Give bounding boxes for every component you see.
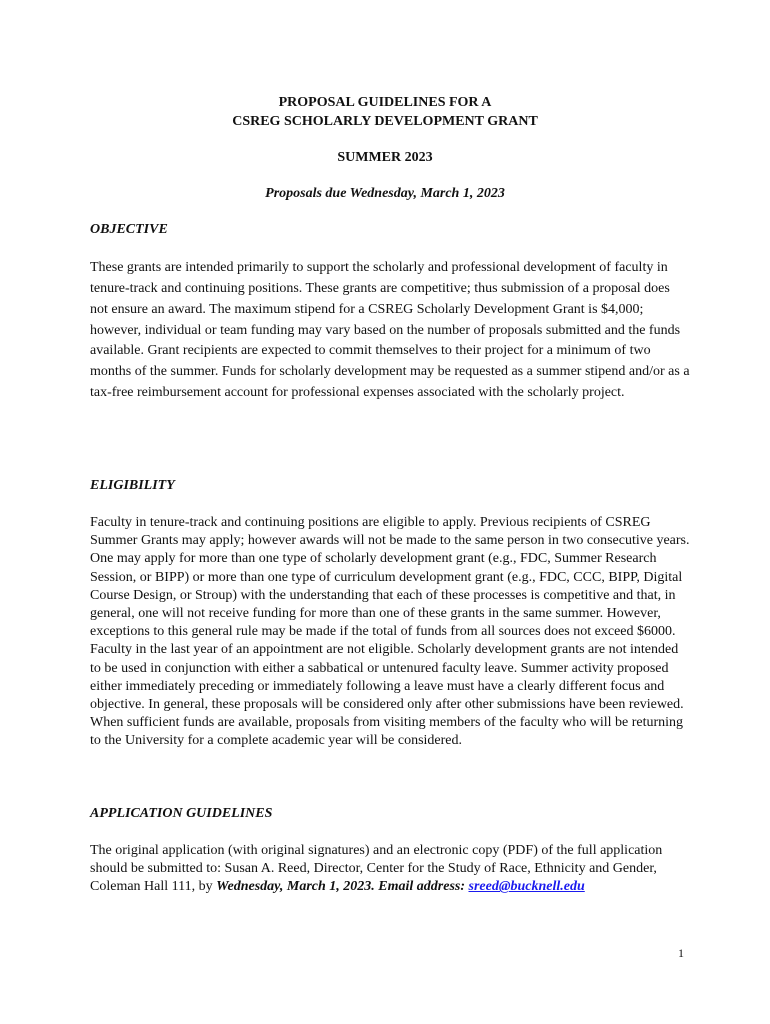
objective-paragraph: These grants are intended primarily to support the scholarly and professional development of faculty in tenure-track and continuing positions. These grants are competitive; thus submission of a proposal does not ensure an award. The maximum stipend for a CSREG Scholarly Development Grant is $4,000; however, individual or team funding may vary based on the number of proposals submitted and the funds available. Grant recipients are expected to commit themselves to their project for a minimum of two months of the summer. Funds for scholarly development may be requested as a summer stipend and/or as a tax-free reimbursement account for professional expenses associated with the scholarly project. [90,260,690,401]
eligibility-paragraph: Faculty in tenure-track and continuing positions are eligible to apply. Previous recipients of CSREG Summer Grants may apply; however awards will not be made to the same person in two consecutive years. One may apply for more than one type of scholarly development grant (e.g., FDC, Summer Research Session, or BIPP) or more than one type of curriculum development grant (e.g., FDC, CCC, BIPP, Digital Course Design, or Stroup) with the understanding that each of these processes is competitive and that, in general, one will not receive funding for more than one of these grants in the same summer. However, exceptions to this general rule may be made if the total of funds from all sources does not exceed $6000. Faculty in the last year of an appointment are not eligible. Scholarly development grants are not intended to be used in conjunction with either a sabbatical or untenured faculty leave. Summer activity proposed either immediately preceding or immediately following a leave must have a clearly different focus and objective. In general, these proposals will be considered only after other submissions have been reviewed. When sufficient funds are available, proposals from visiting members of the faculty who will be returning to the University for a complete academic year will be considered. [90,515,690,749]
eligibility-heading: ELIGIBILITY [90,478,175,493]
application-body-text: The original application (with original signatures) and an electronic copy (PDF) of the full application should be submitted to: Susan A. Reed, Director, Center for the Study of Race, Ethnicity and Gender, Coleman Hall 111, by [90,843,663,895]
title-line-2: CSREG SCHOLARLY DEVELOPMENT GRANT [232,114,538,129]
page-number: 1 [678,946,684,960]
application-paragraph [90,842,690,897]
title-line-1: PROPOSAL GUIDELINES FOR A [278,95,492,110]
deadline-emphasis: Wednesday, March 1, 2023. Email address: [216,879,465,895]
application-guidelines-heading: APPLICATION GUIDELINES [90,806,273,821]
term-label: SUMMER 2023 [337,150,433,165]
due-date-line: Proposals due Wednesday, March 1, 2023 [265,186,505,201]
email-link[interactable]: sreed@bucknell.edu [468,879,585,895]
objective-heading: OBJECTIVE [90,222,168,237]
